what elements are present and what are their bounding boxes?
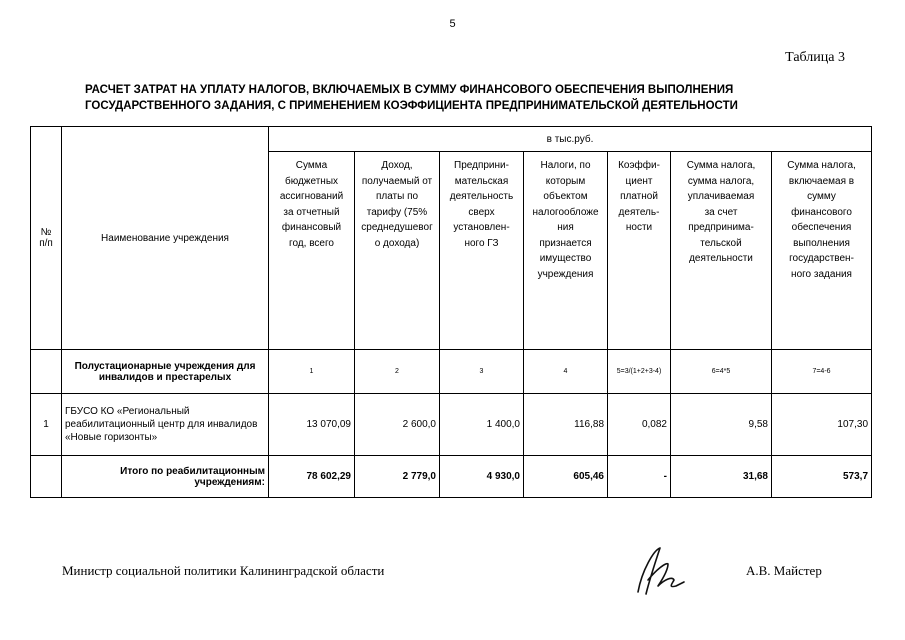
column-header-budget xyxy=(269,152,355,350)
hdr-line: Сумма налога, xyxy=(787,160,856,171)
hdr-line: уплачиваемая xyxy=(687,191,755,202)
hdr-line: тарифу (75% xyxy=(366,206,428,218)
hdr-line: Доход, xyxy=(381,160,413,171)
hdr-line: деятельность xyxy=(449,191,514,202)
hdr-line: сверх xyxy=(468,206,495,218)
hdr-line: финансовый xyxy=(281,222,342,233)
minister-name: А.В. Майстер xyxy=(746,563,822,578)
hdr-line: Сумма налога, xyxy=(686,160,756,171)
value-budget: 13 070,09 xyxy=(269,394,355,456)
column-header-income xyxy=(355,152,440,350)
hdr-line: мательская xyxy=(454,175,509,187)
hdr-line: о дохода) xyxy=(374,237,420,249)
header-number-line-1: № xyxy=(40,227,52,238)
section-number-cell xyxy=(31,350,62,394)
hdr-line: циент xyxy=(625,175,653,187)
hdr-line: тельской xyxy=(700,237,742,249)
value-coefficient: 0,082 xyxy=(608,394,671,456)
hdr-line: государствен- xyxy=(789,253,854,264)
table-label: Таблица 3 xyxy=(785,50,845,65)
value-tax-business: 9,58 xyxy=(671,394,772,456)
total-coefficient: - xyxy=(608,456,671,498)
hdr-line: платной xyxy=(620,191,658,202)
hdr-line: платы по xyxy=(375,191,419,202)
column-header-property-taxes xyxy=(524,152,608,350)
total-row xyxy=(31,456,872,498)
column-header-name: Наименование учреждения xyxy=(62,127,269,350)
hdr-line: получаемый от xyxy=(361,175,433,187)
column-header-tax-state-task xyxy=(772,152,872,350)
total-number-cell xyxy=(31,456,62,498)
title-line-2: ГОСУДАРСТВЕННОГО ЗАДАНИЯ, С ПРИМЕНЕНИЕМ КОЭФФИЦИЕНТА ПРЕДПРИНИМАТЕЛЬСКОЙ ДЕЯТЕЛЬНОСТИ xyxy=(85,100,738,112)
hdr-line: ного задания xyxy=(791,268,852,280)
value-income: 2 600,0 xyxy=(355,394,440,456)
column-header-coefficient xyxy=(608,152,671,350)
hdr-line: объектом xyxy=(543,191,588,202)
page-number: 5 xyxy=(449,18,456,30)
hdr-line: ния xyxy=(557,222,574,233)
section-row xyxy=(31,350,872,394)
hdr-line: Сумма xyxy=(295,160,328,171)
formula-code: 5=3/(1+2+3-4) xyxy=(608,350,671,394)
minister-position: Министр социальной политики Калининградской области xyxy=(62,563,385,578)
formula-code: 3 xyxy=(440,350,524,394)
hdr-line: включаемая в xyxy=(788,175,855,187)
hdr-line: признается xyxy=(539,237,592,249)
hdr-line: имущество xyxy=(539,253,592,264)
hdr-line: сумма налога, xyxy=(687,175,755,187)
hdr-line: которым xyxy=(545,175,586,187)
hdr-line: ассигнований xyxy=(279,191,344,202)
hdr-line: обеспечения xyxy=(791,222,852,233)
value-business: 1 400,0 xyxy=(440,394,524,456)
hdr-line: бюджетных xyxy=(284,175,339,187)
hdr-line: сумму xyxy=(807,191,836,202)
hdr-line: ности xyxy=(625,222,653,233)
hdr-line: деятель- xyxy=(618,206,660,218)
section-title: Полустационарные учреждения для инвалидов и престарелых xyxy=(62,350,269,394)
document-title xyxy=(85,82,805,114)
header-number-line-2: п/п xyxy=(39,238,53,249)
hdr-line: год, всего xyxy=(289,237,334,249)
formula-code: 2 xyxy=(355,350,440,394)
total-budget: 78 602,29 xyxy=(269,456,355,498)
total-income: 2 779,0 xyxy=(355,456,440,498)
hdr-line: Предприни- xyxy=(454,160,509,171)
hdr-line: Налоги, по xyxy=(540,160,591,171)
total-business: 4 930,0 xyxy=(440,456,524,498)
hdr-line: за счет xyxy=(704,206,738,218)
value-tax-state-task: 107,30 xyxy=(772,394,872,456)
hdr-line: Коэффи- xyxy=(618,160,660,171)
total-tax-state-task: 573,7 xyxy=(772,456,872,498)
institution-name: ГБУСО КО «Региональный реабилитационный центр для инвалидов «Новые горизонты» xyxy=(62,394,269,456)
hdr-line: учреждения xyxy=(537,268,594,280)
value-property-taxes: 116,88 xyxy=(524,394,608,456)
column-header-number xyxy=(31,127,62,350)
title-line-1: РАСЧЕТ ЗАТРАТ НА УПЛАТУ НАЛОГОВ, ВКЛЮЧАЕМЫХ В СУММУ ФИНАНСОВОГО ОБЕСПЕЧЕНИЯ ВЫПОЛНЕНИЯ xyxy=(85,84,734,96)
formula-code: 6=4*5 xyxy=(671,350,772,394)
total-property-taxes: 605,46 xyxy=(524,456,608,498)
hdr-line: за отчетный xyxy=(283,206,340,218)
hdr-line: установлен- xyxy=(453,222,510,233)
hdr-line: выполнения xyxy=(793,237,850,249)
table-row xyxy=(31,394,872,456)
hdr-line: предпринима- xyxy=(688,222,754,233)
hdr-line: деятельности xyxy=(689,253,753,264)
column-header-tax-business xyxy=(671,152,772,350)
total-label: Итого по реабилитационным учреждениям: xyxy=(62,456,269,498)
hdr-line: ного ГЗ xyxy=(464,237,499,249)
formula-code: 7=4-6 xyxy=(772,350,872,394)
row-number: 1 xyxy=(31,394,62,456)
formula-code: 4 xyxy=(524,350,608,394)
column-header-business xyxy=(440,152,524,350)
unit-caption: в тыс.руб. xyxy=(269,127,872,152)
hdr-line: финансового xyxy=(791,206,852,218)
hdr-line: налогообложе xyxy=(532,206,599,218)
hdr-line: среднедушевог xyxy=(361,222,433,233)
signature-icon xyxy=(628,540,692,604)
tax-calculation-table xyxy=(30,126,872,498)
total-tax-business: 31,68 xyxy=(671,456,772,498)
formula-code: 1 xyxy=(269,350,355,394)
